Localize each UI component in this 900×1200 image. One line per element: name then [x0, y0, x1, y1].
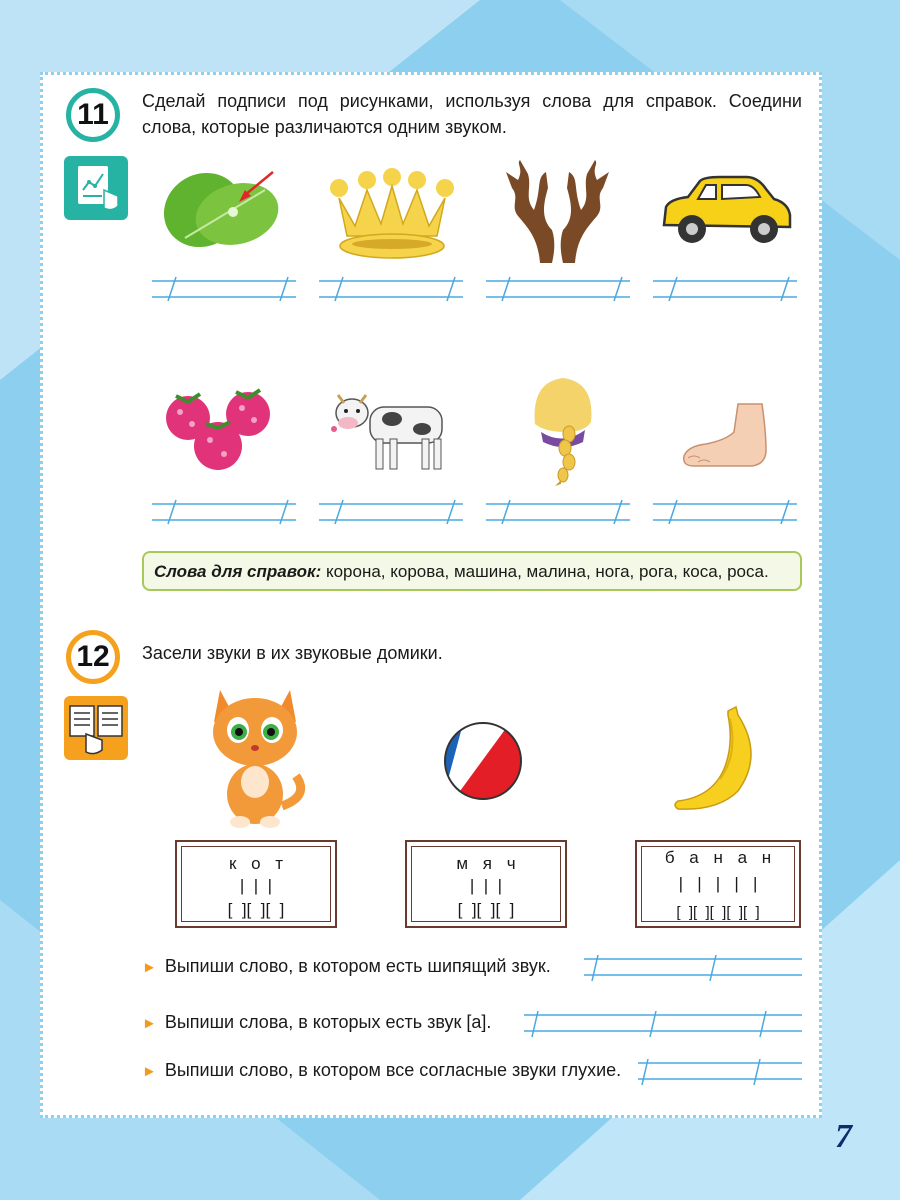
leaf-with-dew-icon [155, 160, 290, 260]
braid-icon [525, 372, 605, 487]
question-text: Выпиши слова, в которых есть звук [а]. [164, 1012, 492, 1032]
answer-line-6[interactable] [317, 498, 465, 526]
house-bars: | | | [469, 876, 503, 895]
reference-words-box [142, 551, 802, 591]
house-bars: | | | [239, 876, 273, 895]
house-letters: б а н а н [664, 848, 772, 867]
page-number: 7 [835, 1118, 852, 1155]
sound-house-banan [635, 840, 801, 928]
house-bars: | | | | | [678, 874, 758, 893]
open-book-pointer-icon [64, 696, 128, 760]
ball-icon [442, 720, 524, 802]
question-text: Выпиши слово, в котором все согласные звуки глухие. [164, 1060, 622, 1080]
answer-line-3[interactable] [484, 275, 632, 303]
crown-icon [325, 168, 460, 263]
answer-line-1[interactable] [150, 275, 298, 303]
arrow-right-icon: ► [142, 959, 157, 976]
cow-icon [330, 385, 455, 475]
question-2 [142, 1012, 491, 1033]
reference-words-list: корона, корова, машина, малина, нога, рога, коса, роса. [321, 562, 769, 581]
raspberries-icon [160, 380, 280, 480]
answer-line-q3[interactable] [636, 1057, 804, 1087]
task-11-instruction: Сделай подписи под рисунками, используя слова для справок. Соедини слова, которые различаются одним звуком. [142, 91, 802, 137]
kitten-icon [200, 686, 310, 831]
answer-line-7[interactable] [484, 498, 632, 526]
banana-icon [668, 705, 768, 813]
house-letters: м я ч [456, 854, 516, 873]
answer-line-2[interactable] [317, 275, 465, 303]
question-1 [142, 956, 551, 977]
answer-line-5[interactable] [150, 498, 298, 526]
house-letters: к о т [228, 854, 284, 873]
answer-line-4[interactable] [651, 275, 799, 303]
answer-line-q1[interactable] [582, 953, 804, 983]
question-text: Выпиши слово, в котором есть шипящий звук. [164, 956, 551, 976]
car-icon [660, 175, 795, 250]
task-11-number: 11 [66, 88, 120, 142]
foot-icon [680, 402, 790, 472]
house-brackets[interactable]: [ ][ ][ ] [227, 900, 285, 919]
arrow-right-icon: ► [142, 1015, 157, 1032]
sound-house-kot [175, 840, 337, 928]
task-12-instruction: Засели звуки в их звуковые домики. [142, 643, 443, 663]
task-12-number: 12 [66, 630, 120, 684]
reference-words-label: Слова для справок: [154, 562, 322, 581]
question-3 [142, 1060, 621, 1081]
house-brackets[interactable]: [ ][ ][ ][ ][ ] [676, 904, 760, 921]
answer-line-8[interactable] [651, 498, 799, 526]
chart-document-pointer-icon [64, 156, 128, 220]
answer-line-q2[interactable] [522, 1009, 804, 1039]
sound-house-myach [405, 840, 567, 928]
arrow-right-icon: ► [142, 1063, 157, 1080]
antlers-icon [500, 158, 615, 268]
house-brackets[interactable]: [ ][ ][ ] [457, 900, 515, 919]
